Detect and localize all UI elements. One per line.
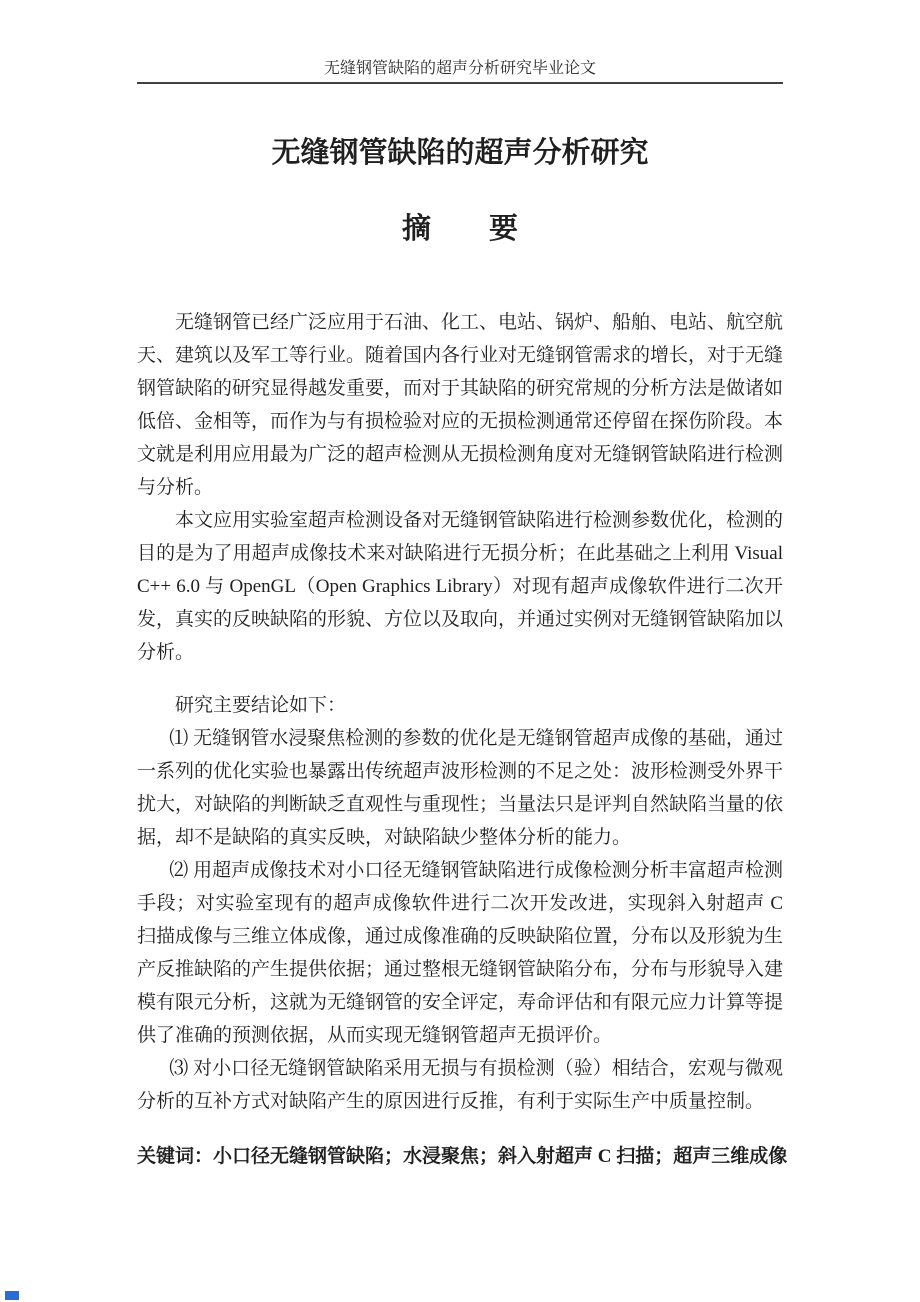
header-title: 无缝钢管缺陷的超声分析研究毕业论文: [323, 60, 596, 77]
conclusion-item-3: ⑶ 对小口径无缝钢管缺陷采用无损与有损检测（验）相结合，宏观与微观分析的互补方式对缺陷产生的原因进行反推，有利于实际生产中质量控制。: [137, 1058, 783, 1112]
abstract-paragraph-1: 无缝钢管已经广泛应用于石油、化工、电站、锅炉、船舶、电站、航空航天、建筑以及军工等行业。随着国内各行业对无缝钢管需求的增长，对于无缝钢管缺陷的研究显得越发重要，而对于其缺陷的研究常规的分析方法是做诸如低倍、金相等，而作为与有损检验对应的无损检测通常还停留在探伤阶段。本文就是利用应用最为广泛的超声检测从无损检测角度对无缝钢管缺陷进行检测与分析。: [137, 312, 784, 498]
conclusion-item-2: ⑵ 用超声成像技术对小口径无缝钢管缺陷进行成像检测分析丰富超声检测手段；对实验室现有的超声成像软件进行二次开发改进，实现斜入射超声 C 扫描成像与三维立体成像，通过成像准确的反映缺陷位置，分布以及形貌为生产反推缺陷的产生提供依据；通过整根无缝钢管缺陷分布，分布与形貌导入建模有限元分析，这就为无缝钢管的安全评定，寿命评估和有限元应力计算等提供了准确的预测依据，从而实现无缝钢管超声无损评价。: [137, 860, 784, 1046]
page-body: [137, 133, 783, 1118]
abstract-heading: 摘 要: [401, 213, 518, 245]
viewer-corner-fragment-icon: [5, 1291, 19, 1300]
abstract-paragraph-2: 本文应用实验室超声检测设备对无缝钢管缺陷进行检测参数优化，检测的目的是为了用超声成像技术来对缺陷进行无损分析；在此基础之上利用 Visual C++ 6.0 与 OpenGL（Open Graphics Library）对现有超声成像软件进行二次开发，真实的反映缺陷的形貌、方位以及取向，并通过实例对无缝钢管缺陷加以分析。: [137, 510, 784, 663]
conclusion-item-1: ⑴ 无缝钢管水浸聚焦检测的参数的优化是无缝钢管超声成像的基础，通过一系列的优化实验也暴露出传统超声波形检测的不足之处：波形检测受外界干扰大，对缺陷的判断缺乏直观性与重现性；当量法只是评判自然缺陷当量的依据，却不是缺陷的真实反映，对缺陷缺少整体分析的能力。: [137, 728, 784, 848]
keywords-line: 关键词：小口径无缝钢管缺陷；水浸聚焦；斜入射超声 C 扫描；超声三维成像: [137, 1146, 788, 1167]
conclusion-intro: 研究主要结论如下：: [175, 695, 347, 716]
page-header: [137, 0, 783, 84]
document-title: 无缝钢管缺陷的超声分析研究: [271, 137, 649, 169]
